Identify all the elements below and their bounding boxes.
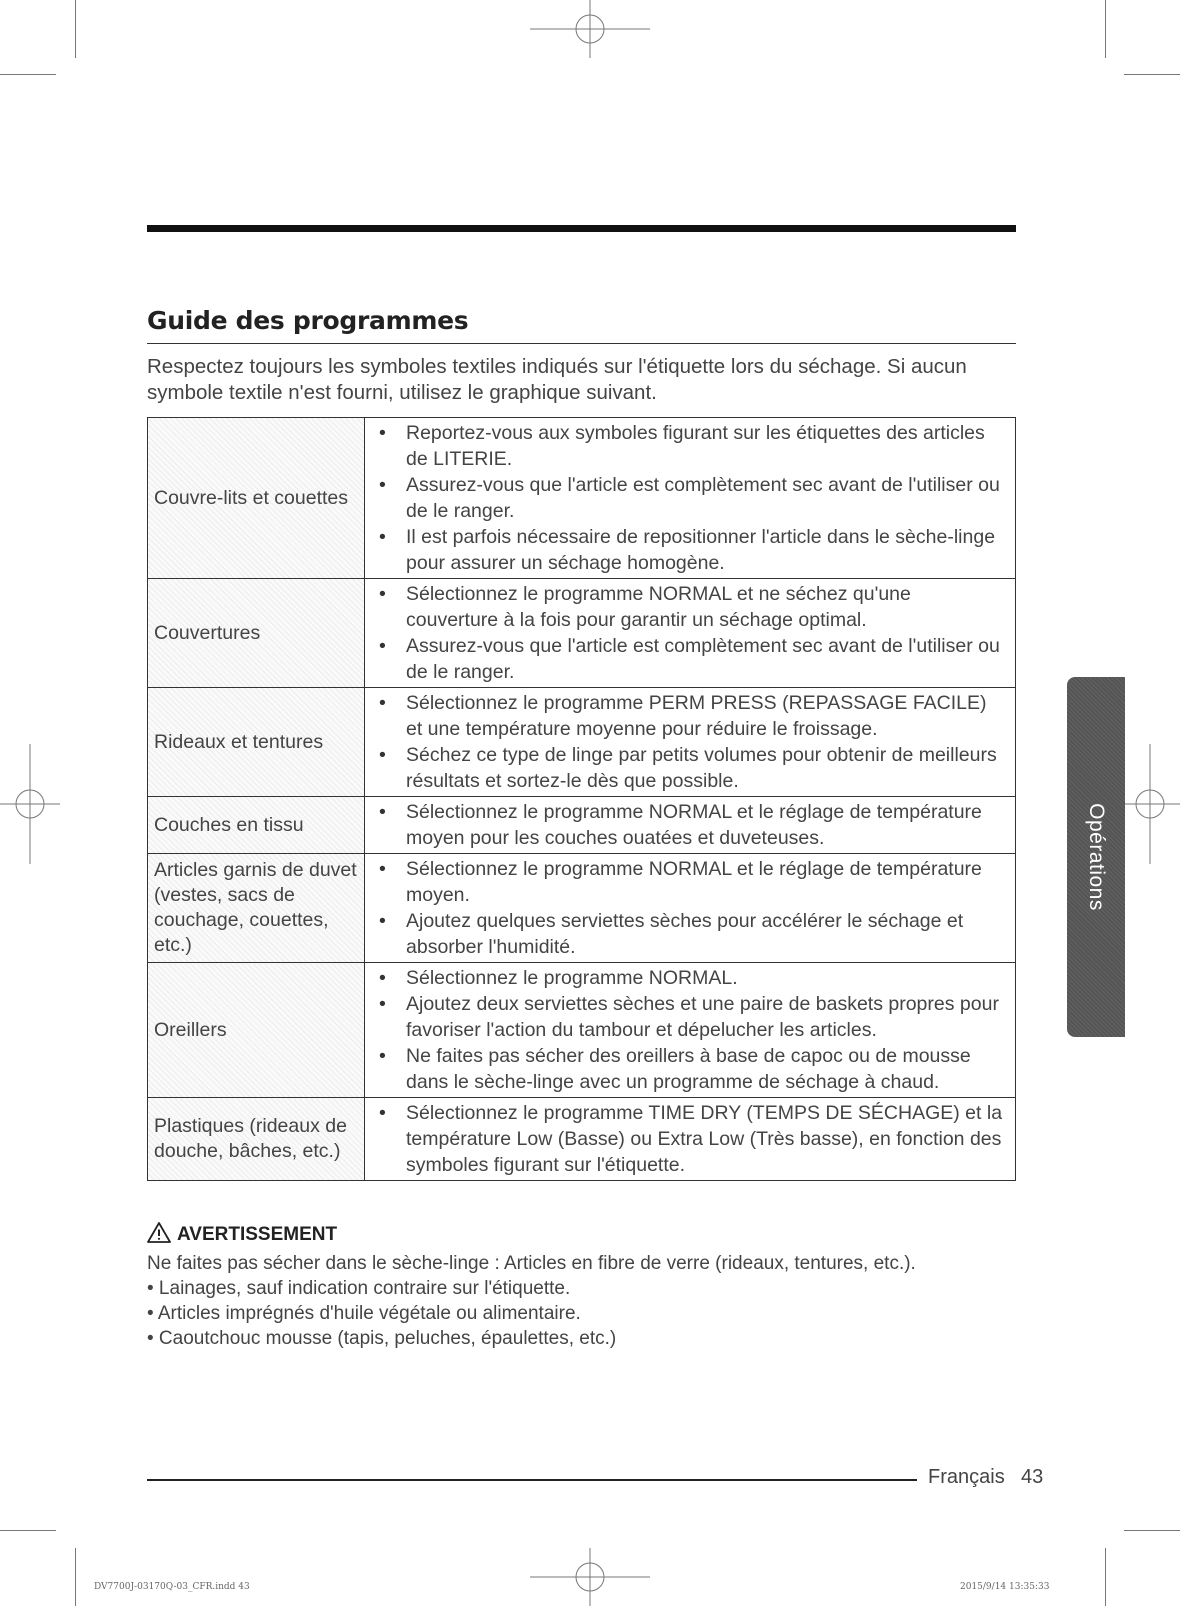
notes-list xyxy=(373,581,1007,685)
notes-list xyxy=(373,1100,1007,1178)
notes-cell xyxy=(365,963,1016,1098)
note-item: • Sélectionnez le programme NORMAL et le réglage de température moyen pour les couches ouatées et duveteuses. xyxy=(373,799,1007,851)
warning-line: • Caoutchouc mousse (tapis, peluches, épaulettes, etc.) xyxy=(147,1328,617,1349)
chapter-tab xyxy=(1067,677,1125,1037)
crop-mark xyxy=(1124,1530,1180,1531)
note-item: • Assurez-vous que l'article est complètement sec avant de l'utiliser ou de le ranger. xyxy=(373,633,1007,685)
crop-mark xyxy=(1124,74,1180,75)
note-item: • Ajoutez deux serviettes sèches et une paire de baskets propres pour favoriser l'action du tambour et dépelucher les articles. xyxy=(373,991,1007,1043)
table-row xyxy=(148,797,1016,854)
table-row xyxy=(148,963,1016,1098)
notes-list xyxy=(373,799,1007,851)
note-item: • Ne faites pas sécher des oreillers à base de capoc ou de mousse dans le sèche-linge avec un programme de séchage à chaud. xyxy=(373,1043,1007,1095)
warning-line: Ne faites pas sécher dans le sèche-linge : Articles en fibre de verre (rideaux, tentures, etc.). xyxy=(147,1253,916,1274)
note-item: • Ajoutez quelques serviettes sèches pour accélérer le séchage et absorber l'humidité. xyxy=(373,908,1007,960)
table-row xyxy=(148,579,1016,688)
footer-rule xyxy=(147,1479,917,1481)
registration-mark-right xyxy=(1120,744,1180,864)
notes-cell xyxy=(365,854,1016,963)
print-timestamp: 2015/9/14 13:35:33 xyxy=(960,1582,1050,1592)
footer-language: Français xyxy=(928,1466,1005,1488)
note-item: • Sélectionnez le programme PERM PRESS (REPASSAGE FACILE) et une température moyenne pour réduire le froissage. xyxy=(373,690,1007,742)
warning-line: • Articles imprégnés d'huile végétale ou alimentaire. xyxy=(147,1303,581,1324)
warning-heading xyxy=(147,1222,337,1246)
category-cell: Couvre-lits et couettes xyxy=(148,418,365,579)
notes-list xyxy=(373,965,1007,1095)
warning-title: AVERTISSEMENT xyxy=(177,1224,338,1245)
note-item: • Reportez-vous aux symboles figurant sur les étiquettes des articles de LITERIE. xyxy=(373,420,1007,472)
note-item: • Sélectionnez le programme TIME DRY (TEMPS DE SÉCHAGE) et la température Low (Basse) ou Extra Low (Très basse), en fonction des symboles figurant sur l'étiquette. xyxy=(373,1100,1007,1178)
warning-line: • Lainages, sauf indication contraire sur l'étiquette. xyxy=(147,1278,571,1299)
crop-mark xyxy=(0,74,56,75)
category-cell: Oreillers xyxy=(148,963,365,1098)
registration-mark-bottom xyxy=(530,1548,650,1606)
note-item: • Sélectionnez le programme NORMAL et ne séchez qu'une couverture à la fois pour garantir un séchage optimal. xyxy=(373,581,1007,633)
warning-list xyxy=(147,1251,1047,1351)
section-title: Guide des programmes xyxy=(147,306,469,335)
notes-cell xyxy=(365,418,1016,579)
notes-cell xyxy=(365,579,1016,688)
table-row xyxy=(148,854,1016,963)
notes-list xyxy=(373,420,1007,576)
crop-mark xyxy=(1105,1548,1106,1606)
category-cell: Plastiques (rideaux de douche, bâches, etc.) xyxy=(148,1098,365,1181)
category-cell: Couches en tissu xyxy=(148,797,365,854)
page-number: 43 xyxy=(1021,1466,1044,1488)
notes-list xyxy=(373,690,1007,794)
header-rule xyxy=(147,225,1016,232)
program-guide-table xyxy=(147,417,1016,1181)
notes-cell xyxy=(365,797,1016,854)
category-cell: Rideaux et tentures xyxy=(148,688,365,797)
crop-mark xyxy=(0,1530,56,1531)
note-item: • Sélectionnez le programme NORMAL. xyxy=(373,965,1007,991)
table-row xyxy=(148,1098,1016,1181)
print-file-info: DV7700J-03170Q-03_CFR.indd 43 xyxy=(94,1582,250,1592)
category-cell: Articles garnis de duvet (vestes, sacs de couchage, couettes, etc.) xyxy=(148,854,365,963)
intro-paragraph: Respectez toujours les symboles textiles indiqués sur l'étiquette lors du séchage. Si aucun symbole textile n'est fourni, utilisez le graphique suivant. xyxy=(147,355,967,404)
crop-mark xyxy=(75,0,76,58)
warning-triangle-icon xyxy=(147,1222,171,1243)
table-row xyxy=(148,688,1016,797)
title-underline xyxy=(147,343,1016,344)
note-item: • Assurez-vous que l'article est complètement sec avant de l'utiliser ou de le ranger. xyxy=(373,472,1007,524)
notes-cell xyxy=(365,688,1016,797)
table-row xyxy=(148,418,1016,579)
note-item: • Il est parfois nécessaire de repositionner l'article dans le sèche-linge pour assurer un séchage homogène. xyxy=(373,524,1007,576)
registration-mark-top xyxy=(530,0,650,58)
note-item: • Sélectionnez le programme NORMAL et le réglage de température moyen. xyxy=(373,856,1007,908)
notes-list xyxy=(373,856,1007,960)
chapter-tab-label: Opérations xyxy=(1085,803,1108,911)
crop-mark xyxy=(1105,0,1106,58)
crop-mark xyxy=(75,1548,76,1606)
registration-mark-left xyxy=(0,744,60,864)
category-cell: Couvertures xyxy=(148,579,365,688)
notes-cell xyxy=(365,1098,1016,1181)
note-item: • Séchez ce type de linge par petits volumes pour obtenir de meilleurs résultats et sortez-le dès que possible. xyxy=(373,742,1007,794)
